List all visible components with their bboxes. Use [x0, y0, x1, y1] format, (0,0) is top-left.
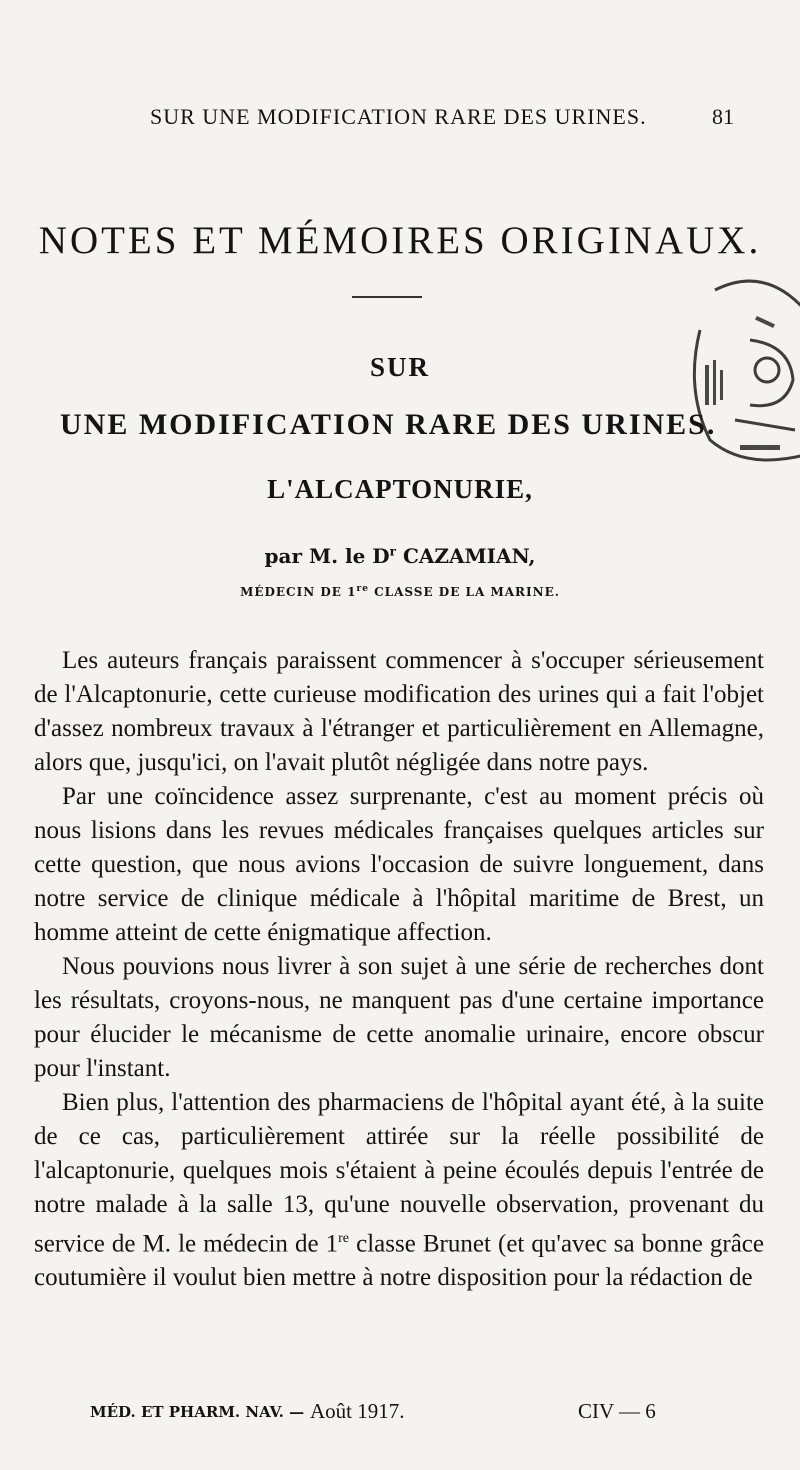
article-title-line3: L'ALCAPTONURIE,: [267, 474, 533, 504]
footer-date: Août 1917.: [310, 1399, 405, 1423]
page-footer: [0, 1399, 800, 1433]
byline-superscript: r: [389, 544, 396, 559]
affiliation-superscript: re: [356, 584, 369, 594]
page-number: 81: [712, 104, 734, 129]
author-name: CAZAMIAN,: [395, 544, 536, 568]
separator-rule: [352, 296, 422, 298]
affiliation-rest: CLASSE DE LA MARINE.: [368, 585, 560, 599]
paragraph-4-part2: classe Brunet (et qu'avec sa bonne grâce coutumière il voulut bien mettre à notre disposition pour la rédaction de: [34, 1230, 764, 1292]
section-heading: NOTES ET MÉMOIRES ORIGINAUX.: [38, 219, 762, 262]
paragraph-3: Nous pouvions nous livrer à son sujet à une série de recherches dont les résultats, croyons-nous, ne manquent pas d'une certaine importance pour élucider le mécanisme de cette anomalie urinaire, encore obscur pour l'instant.: [34, 953, 764, 1082]
paragraph-4: [34, 1086, 764, 1295]
running-head: [0, 104, 800, 138]
footer-journal: MÉD. ET PHARM. NAV. —: [90, 1403, 305, 1421]
article-title-line2: UNE MODIFICATION RARE DES URINES.: [60, 408, 717, 441]
running-title: SUR UNE MODIFICATION RARE DES URINES.: [150, 104, 647, 129]
byline-prefix: par M. le D: [264, 544, 390, 568]
paragraph-4-superscript: re: [338, 1231, 350, 1246]
author-byline: [0, 544, 800, 568]
article-body: [34, 644, 764, 1295]
author-affiliation: [0, 584, 800, 599]
paragraph-4-part1: Bien plus, l'attention des pharmaciens de l'hôpital ayant été, à la suite de ce cas, particulièrement attirée sur la réelle possibilité de l'alcaptonurie, quelques mois s'étaient à peine écoulés depuis l'entrée de notre malade à la salle 13, qu'une nouvelle observation, provenant du service de M. le médecin de 1: [34, 1089, 764, 1258]
library-stamp: [655, 270, 800, 475]
affiliation-prefix: MÉDECIN DE 1: [240, 585, 357, 599]
paragraph-2: Par une coïncidence assez surprenante, c'est au moment précis où nous lisions dans les revues médicales françaises quelques articles sur cette question, que nous avions l'occasion de suivre longuement, dans notre service de clinique médicale à l'hôpital maritime de Brest, un homme atteint de cette énigmatique affection.: [34, 783, 764, 946]
paragraph-1: Les auteurs français paraissent commencer à s'occuper sérieusement de l'Alcaptonurie, cette curieuse modification des urines qui a fait l'objet d'assez nombreux travaux à l'étranger et particulièrement en Allemagne, alors que, jusqu'ici, on l'avait plutôt négligée dans notre pays.: [34, 647, 764, 776]
article-title-line1: SUR: [369, 352, 430, 382]
footer-signature: CIV — 6: [578, 1399, 656, 1423]
